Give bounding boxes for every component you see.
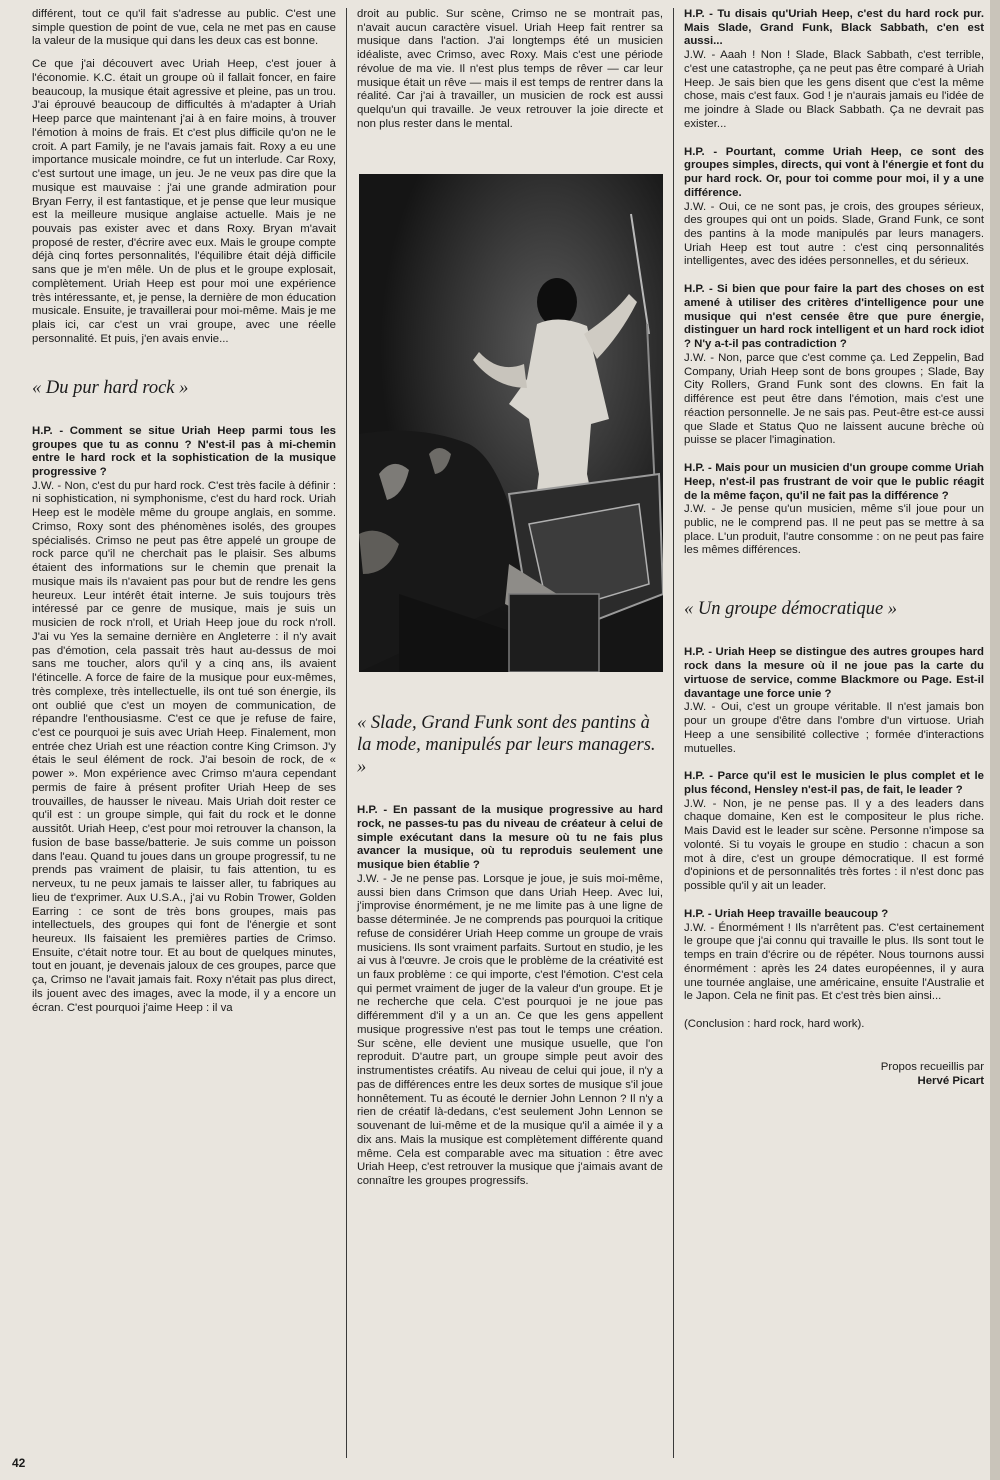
page-number: 42 <box>12 1456 26 1470</box>
body-paragraph: Ce que j'ai découvert avec Uriah Heep, c'est jouer à l'économie. K.C. était un groupe où il fallait foncer, en faire beaucoup, la musique était agressive et pleine, pas un trou. J'ai éprouvé beaucoup de difficultés à m'adapter à Uriah Heep parce que maintenant j'ai à en faire moins, à trouver l'émotion à moins de frais. Et c'est plus difficile qu'on ne le croit. A part Family, je ne l'avais jamais fait. Roxy a eu une importance musicale moindre, ce fut un interlude. Car Roxy, c'est surtout une image, un jeu. Je ne veux pas dire que la musique est mauvaise : j'ai une grande admiration pour Bryan Ferry, il est fantastique, et je pense que leur musique est la meilleure musique anglaise actuelle. Mais je ne pouvais pas exister avec et dans Roxy. Bryan m'avait proposé de rester, d'écrire avec eux. Mais le groupe compte déjà cinq fortes personnalités, l'équilibre était déjà difficile sans que je m'en mêle. Un de plus et le groupe explosait, complètement. Uriah Heep est pour moi une expérience très intéressante, et, je pense, la dernière de mon éducation musicale. Ensuite, je travaillerai pour moi-même. Mais je me plais ici, car c'est un vrai groupe, avec une réelle personnalité. Et puis, j'en avais envie... <box>32 58 336 345</box>
interview-answer: J.W. - Non, parce que c'est comme ça. Led Zeppelin, Bad Company, Uriah Heep sont de bons groupes ; Slade, Bay City Rollers, Grand Funk sont des clowns. En fait la différence est peut être dans l'émotion, mais c'est une réaction personnelle. Je ne sais pas. Peut-être est-ce aussi que Slade et Status Quo ne laissent aucune brèche où puisse se placer l'imagination. <box>684 351 984 447</box>
interview-question: H.P. - Pourtant, comme Uriah Heep, ce sont des groupes simples, directs, qui vont à l'énergie et font du pur hard rock. Or, pour toi comme pour moi, il y a une différence. <box>684 145 984 199</box>
interview-answer: J.W. - Non, je ne pense pas. Il y a des leaders dans chaque domaine, Ken est le compositeur le plus riche. Mais David est le leader sur scène. Personne n'impose sa volonté. Si tu voyais le groupe en studio : chacun a son mot à dire, c'est un groupe démocratique. Il est formé d'opinions et de personnalités très fortes : il n'est donc pas possible qu'il y ait un leader. <box>684 797 984 893</box>
interview-answer: J.W. - Non, c'est du pur hard rock. C'est très facile à définir : ni sophistication, ni symphonisme, c'est du hard rock. Uriah Heep est le modèle même du groupe anglais, en somme. Crimso, Roxy sont des phénomènes isolés, des groupes spécialisés. Crimso ne peut pas être appelé un groupe de rock parce qu'il ne cherchait pas le plaisir. Ses albums étaient des informations sur le chemin que prenait la musique mais ils n'avaient pas pour but de rendre les gens heureux. Leur intérêt était interne. Je suis toujours très intéressé par ce genre de musique, mais je suis un musicien de rock n'roll, et Uriah Heep joue du rock n'roll. J'ai vu Yes la semaine dernière en Angleterre : il n'y avait pas d'émotion, cela passait très haut au-dessus de moi sans me toucher, alors qu'il y a cinq ans, ils avaient l'étincelle. A force de faire de la musique pour eux-mêmes, très complexe, très intellectuelle, ils ont tué son énergie, ils ont oublié que c'est un moyen de communication, de répandre l'enthousiasme. C'est ce que je refuse de faire, c'est ce pourquoi je suis avec Uriah Heep. Finalement, mon entrée chez Uriah est une réaction contre King Crimson. J'y étais le seul élément de rock. J'ai besoin de rock, de « power ». Mon expérience avec Crimso m'aura cependant permis de faire à présent profiter Uriah Heep de ses trouvailles, de hausser le niveau. Mais Uriah doit rester ce qu'il est : un groupe simple, qui fait du rock et le donne aussitôt. Uriah Heep, c'est pour moi retrouver la chanson, la fusion de base basse/batterie. Je suis comme un poisson dans l'eau. Quand tu joues dans un groupe progressif, tu ne prends pas vraiment de plaisir, tu fais attention, tu es nerveux, tu ne peux jamais te laisser aller, tu fabriques au lieu de t'exprimer. Aux U.S.A., j'ai vu Robin Trower, Golden Earring : ce sont de très bons groupes, mais pas intellectuels, des groupes qui font de l'énergie et sont heureux. Ils faisaient les premières parties de Crimso. Ensuite, c'était notre tour. Et au bout de quelques minutes, tout en jouant, je devenais jaloux de ces groupes, parce que ça, Crimso ne l'avait jamais fait. Roxy n'était pas plus direct, ils jouent avec des images, avec la mode, il y a encore un écran. C'est pourquoi j'aime Heep : il va <box>32 479 336 1014</box>
concert-photo <box>359 174 663 672</box>
pull-quote: « Slade, Grand Funk sont des pantins à la mode, manipulés par leurs managers. » <box>357 712 656 777</box>
interview-question: H.P. - Parce qu'il est le musicien le plus complet et le plus fécond, Hensley n'est-il pas, de fait, le leader ? <box>684 770 984 796</box>
body-paragraph: droit au public. Sur scène, Crimso ne se montrait pas, n'avait aucun caractère visuel. Uriah Heep fait rentrer sa musique dans l'action. J'ai longtemps été un musicien idéaliste, avec Crimso, avec Roxy. Mais c'est une période révolue de ma vie. Il n'est plus temps de rêver — car leur musique était un rêve — mais il est temps de rentrer dans la réalité. Car j'ai à travailler, un musicien de rock est aussi quelqu'un qui travaille. Je veux retrouver la joie directe et non plus rester dans le mental. <box>357 8 663 130</box>
interview-question: H.P. - Comment se situe Uriah Heep parmi tous les groupes que tu as connu ? N'est-il pas à mi-chemin entre le hard rock et la sophistication de la musique progressive ? <box>32 424 336 479</box>
column-divider <box>346 8 347 1458</box>
pull-quote: « Un groupe démocratique » <box>684 599 898 620</box>
column-divider <box>673 8 674 1458</box>
interview-question: H.P. - Uriah Heep travaille beaucoup ? <box>684 907 889 920</box>
column-3 <box>684 8 984 1088</box>
author-credit <box>684 1060 984 1089</box>
interview-question: H.P. - Tu disais qu'Uriah Heep, c'est du hard rock pur. Mais Slade, Grand Funk, Black Sabbath, c'en est aussi... <box>684 8 984 48</box>
body-paragraph: différent, tout ce qu'il fait s'adresse au public. C'est une simple question de point de vue, cela ne met pas en cause la valeur de la musique qui dans les deux cas est bonne. <box>32 8 336 48</box>
interview-question: H.P. - Si bien que pour faire la part des choses on est amené à utiliser des critères d'intelligence pour une musique qui n'est censée être que pure énergie, distinguer un hard rock intelligent et un hard rock idiot ? N'y a-t-il pas contradiction ? <box>684 283 984 351</box>
pull-quote: « Du pur hard rock » <box>32 377 189 398</box>
credit-name: Hervé Picart <box>917 1074 984 1087</box>
conclusion: (Conclusion : hard rock, hard work). <box>684 1017 865 1030</box>
interview-answer: J.W. - Oui, c'est un groupe véritable. Il n'est jamais bon pour un groupe d'être dans l'ombre d'un virtuose. Uriah Heep a une sensibilité collective ; formée d'interactions mutuelles. <box>684 701 984 755</box>
column-2 <box>357 8 663 1203</box>
interview-answer: J.W. - Oui, ce ne sont pas, je crois, des groupes sérieux, des groupes qui ont un poids. Slade, Grand Funk, ce sont des pantins à la mode manipulés par leurs managers. Uriah Heep est tout autre : c'est cinq personnalités intelligentes, avec des idées personnelles, et du sérieux. <box>684 200 984 268</box>
interview-answer: J.W. - Je pense qu'un musicien, même s'il joue pour un public, ne le comprend pas. Il ne peut pas se mettre à sa place. L'un produit, l'autre consomme : on ne peut pas faire les mêmes différences. <box>684 503 984 557</box>
column-1 <box>32 8 336 1029</box>
interview-answer: J.W. - Je ne pense pas. Lorsque je joue, je suis moi-même, aussi bien dans Crimson que dans Uriah Heep. Avec lui, j'improvise énormément, je ne me limite pas à une ligne de basse déterminée. Je ne comprends pas pourquoi la critique refuse de considérer Uriah Heep comme un groupe de vrais musiciens. Ils sont vraiment parfaits. Surtout en studio, je les ai vus à l'œuvre. Je crois que le problème de la créativité est un faux problème : ce qui importe, c'est l'émotion. C'est cela qui permet vraiment de juger de la valeur d'un groupe. Et je ne recherche que cela. C'est pourquoi je ne joue pas différemment d'il y a un an. Ce que les gens appellent musique progressive n'est pas tout le temps une création. Sur scène, elle devient une musique usuelle, que l'on reproduit. D'autre part, un groupe simple peut avoir des instrumentistes créatifs. Au niveau de celui qui joue, il n'y a pas de différences entre les deux sortes de musique s'il joue honnêtement. Tu as écouté le dernier John Lennon ? Il n'y a rien de créatif là-dedans, c'est seulement John Lennon se souvenant de lui-même et de la musique qu'il a aimée il y a dix ans. Mais la musique est complètement différente quand même. Cela est comparable avec ma situation : être avec Uriah Heep, c'est retrouver la musique que j'aimais avant de connaître les groupes progressifs. <box>357 872 663 1187</box>
interview-question: H.P. - En passant de la musique progressive au hard rock, ne passes-tu pas du niveau de créateur à celui de simple exécutant dans la mesure où tu ne fais plus avancer la musique, où tu reproduis seulement une musique bien établie ? <box>357 804 663 872</box>
interview-answer: J.W. - Énormément ! Ils n'arrêtent pas. C'est certainement le groupe que j'ai connu qui travaille le plus. Ils sont tout le temps en train d'écrire ou de répéter. Nous tournons aussi énormément : après les 24 dates européennes, il y aura une tournée anglaise, une américaine, ensuite l'Australie et le Japon. Cela ne finit pas. Et c'est très bien ainsi... <box>684 921 984 1003</box>
page-edge <box>990 0 1000 1480</box>
concert-photo-image <box>359 174 663 672</box>
interview-question: H.P. - Uriah Heep se distingue des autres groupes hard rock dans la mesure où il ne joue pas la carte du virtuose de service, comme Blackmore ou Page. Est-il davantage une force unie ? <box>684 646 984 700</box>
credit-line: Propos recueillis par <box>880 1060 984 1073</box>
interview-answer: J.W. - Aaah ! Non ! Slade, Black Sabbath, c'est terrible, c'est une catastrophe, ça ne peut pas être comparé à Uriah Heep. Je sais bien que les gens disent que c'est la même chose, mais c'est faux. God ! je n'aurais jamais eu l'idée de me joindre à Slade ou Black Sabbath. Ça ne devrait pas exister... <box>684 49 984 130</box>
interview-question: H.P. - Mais pour un musicien d'un groupe comme Uriah Heep, n'est-il pas frustrant de voir que le public réagit de la même façon, qu'il ne fait pas la différence ? <box>684 462 984 502</box>
